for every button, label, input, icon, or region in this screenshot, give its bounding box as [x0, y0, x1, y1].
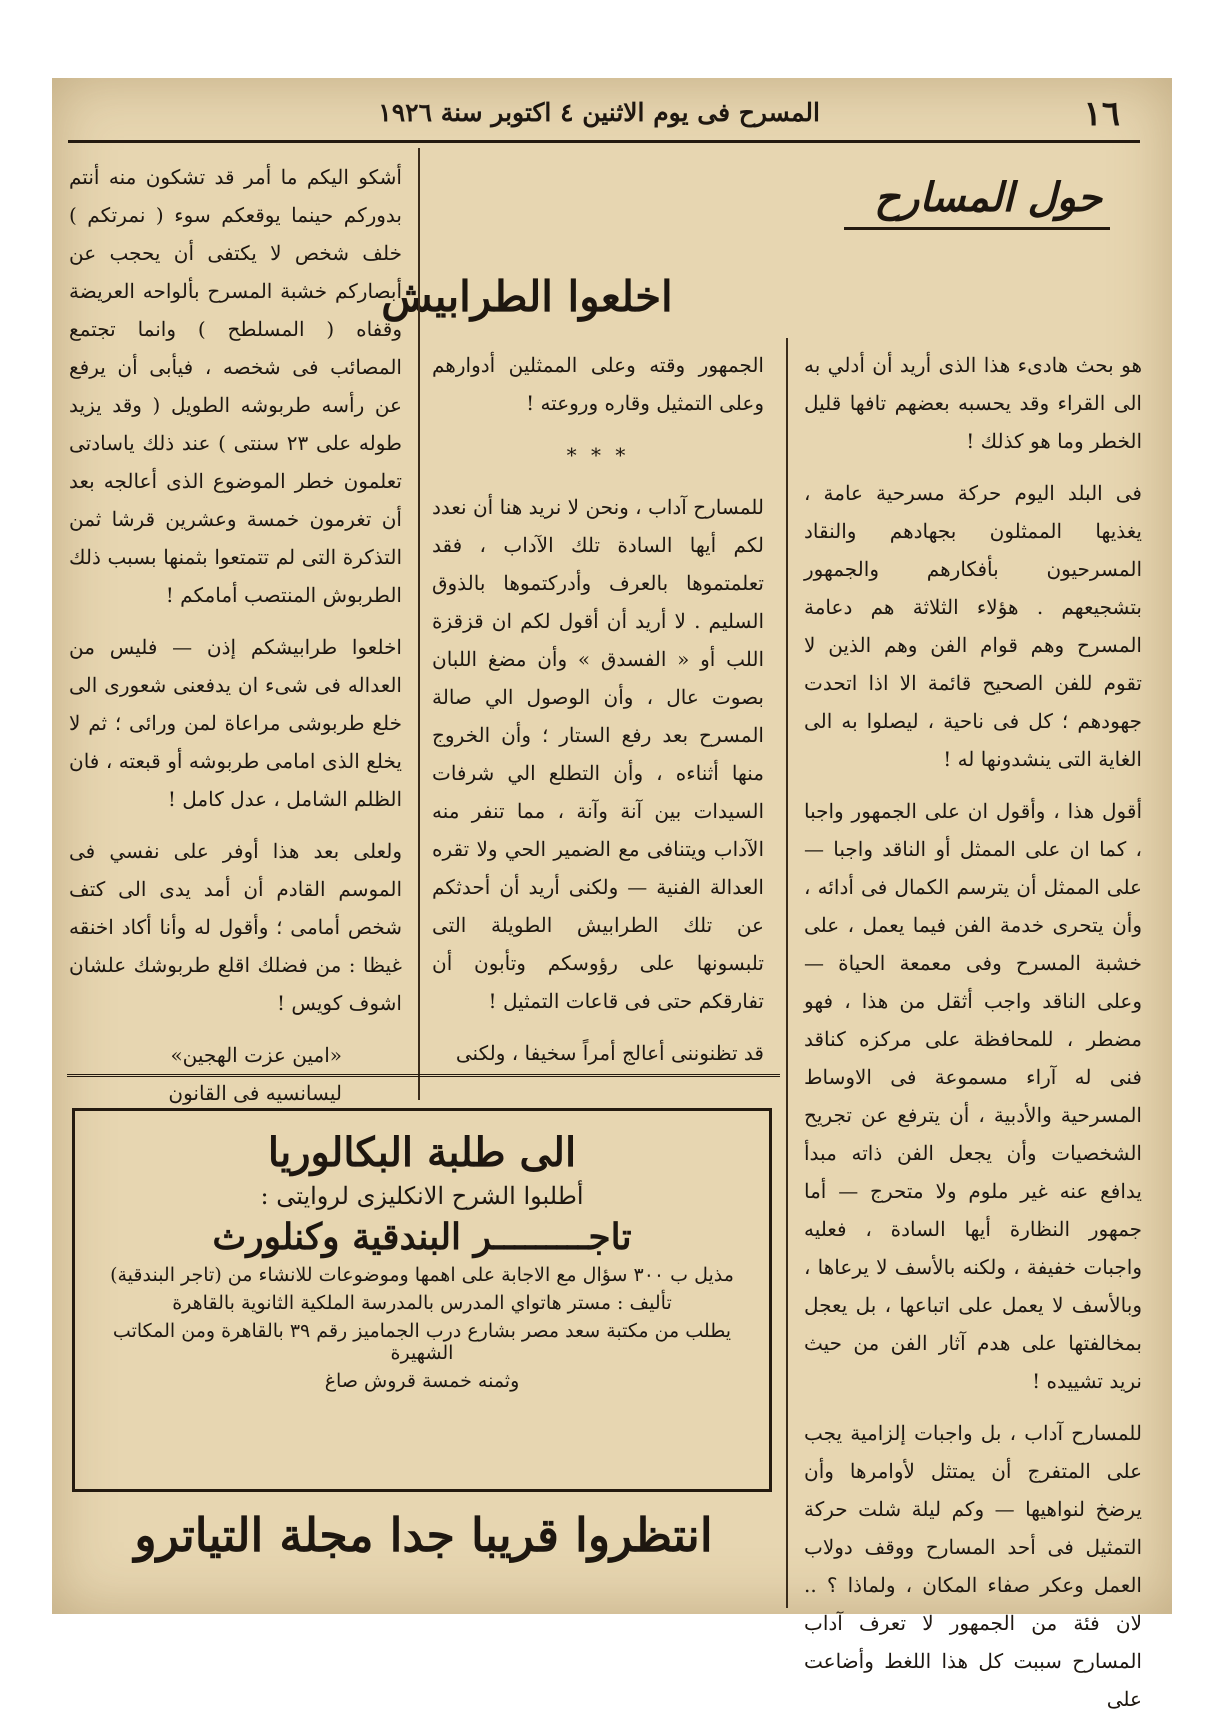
paragraph: للمسارح آداب ، بل واجبات إلزامية يجب على المتفرج أن يمتثل لأوامرها وأن يرضخ لنواهيها — وكم ليلة شلت حركة التمثيل فى أحد المسارح ووقف دولاب العمل وعكر صفاء المكان ، ولماذا ؟ .. لان فئة من الجمهور لا تعرف آداب المسارح سببت كل هذا اللغط وأضاعت على: [804, 1421, 1142, 1711]
header-rule: [68, 140, 1140, 143]
paragraph: فى البلد اليوم حركة مسرحية عامة ، يغذيها الممثلون بجهادهم والنقاد المسرحيون بأفكارهم والجمهور بتشجيعهم . هؤلاء الثلاثة هم دعامة المسرح وهم قوام الفن وهم الذين لا تقوم للفن الصحيح قائمة الا اذا اتحدت جهودهم ؛ كل فى ناحية ، ليصلوا به الى الغاية التى ينشدونها له !: [804, 481, 1142, 771]
bottom-banner: انتظروا قريبا جدا مجلة التياترو: [134, 1508, 713, 1562]
ad-price: وثمنه خمسة قروش صاغ: [324, 1370, 520, 1392]
ad-title: الى طلبة البكالوريا: [267, 1129, 577, 1176]
paragraph: للمسارح آداب ، ونحن لا نريد هنا أن نعدد لكم أيها السادة تلك الآداب ، فقد تعلمتموها بالعرف وأدركتموها بالذوق السليم . لا أريد أن أقول لكم ان قزقزة اللب أو « الفسدق » وأن مضغ اللبان بصوت عال ، وأن الوصول الي صالة المسرح بعد رفع الستار ؛ وأن الخروج منها أثناءه ، وأن التطلع الي شرفات السيدات بين آنة وآنة ، مما تنفر منه الآداب ويتنافى مع الضمير الحي ولا تقره العدالة الفنية — ولكنى أريد أن أحدثكم عن تلك الطرابيش الطويلة التى تلبسونها على رؤوسكم وتأبون أن تفارقكم حتى فى قاعات التمثيل !: [432, 495, 764, 1013]
paragraph: اخلعوا طرابيشكم إذن — فليس من العداله فى شىء ان يدفعنى شعورى الى خلع طربوشى مراعاة لمن ورائى ؛ ثم لا يخلع الذى امامى طربوشه أو قبعته ، فان الظلم الشامل ، عدل كامل !: [69, 635, 402, 811]
section-break-stars: * * *: [566, 443, 630, 467]
column-divider: [786, 338, 788, 1608]
paragraph: ولعلى بعد هذا أوفر على نفسي فى الموسم القادم أن أمد يدى الى كتف شخص أمامى ؛ وأقول له وأنا أكاد اخنقه غيظا : من فضلك اقلع طربوشك علشان اشوف كويس !: [69, 839, 402, 1015]
paragraph: أشكو اليكم ما أمر قد تشكون منه أنتم بدوركم حينما يوقعكم سوء ( نمرتكم ) خلف شخص لا يكتفى أن يحجب عن أبصاركم خشبة المسرح بألواحه العريضة وقفاه ( المسلطح ) وانما تجتمع المصائب فى شخصه ، فيأبى أن يرفع عن رأسه طربوشه الطويل ( وقد يزيد طوله على ٢٣ سنتى ) عند ذلك ياسادتى تعلمون خطر الموضوع الذى أعالجه بعد أن تغرمون خمسة وعشرين قرشا ثمن التذكرة التى لم تتمتعوا بثمنها بسبب ذلك الطربوش المنتصب أمامكم !: [69, 165, 402, 607]
author-name: «امين عزت الهجين»: [170, 1043, 342, 1067]
article-column-middle: [432, 346, 764, 1086]
ad-subtitle: أطلبوا الشرح الانكليزى لروايتى :: [260, 1182, 584, 1210]
running-title: المسرح فى يوم الاثنين ٤ اكتوبر سنة ١٩٢٦: [378, 98, 820, 127]
ad-order-line: يطلب من مكتبة سعد مصر بشارع درب الجماميز رقم ٣٩ بالقاهرة ومن المكاتب الشهيرة: [112, 1320, 732, 1364]
article-headline: اخلعوا الطرابيش: [381, 272, 673, 321]
paragraph: قد تظنوننى أعالج أمراً سخيفا ، ولكنى: [455, 1041, 764, 1065]
ad-author-line: تأليف : مستر هاتواي المدرس بالمدرسة الملكية الثانوية بالقاهرة: [172, 1292, 672, 1314]
paragraph: أقول هذا ، وأقول ان على الجمهور واجبا ، كما ان على الممثل أو الناقد واجبا — على الممثل أن يترسم الكمال فى أدائه ، وأن يتحرى خدمة الفن فيما يعمل ، على خشبة المسرح وفى معمعة الحياة — وعلى الناقد واجب أثقل من هذا ، فهو مضطر ، للمحافظة على مركزه كناقد فنى له آراء مسموعة فى الاوساط المسرحية والأدبية ، أن يترفع عن تجريح الشخصيات وأن يجعل الفن ذاته مبدأ يدافع عنه غير ملوم ولا متحرج — أما جمهور النظارة أيها السادة ، فعليه واجبات خفيفة ، ولكنه بالأسف لا يرعاها ، وبالأسف لا يعمل على اتباعها ، بل يعجل بمخالفتها على هدم آثار الفن من حيث نريد تشييده !: [804, 799, 1142, 1393]
ad-plays: تاجـــــــــر البندقية وكنلورث: [212, 1216, 632, 1258]
ad-line: مذيل ب ٣٠٠ سؤال مع الاجابة على اهمها وموضوعات للانشاء من (تاجر البندقية): [110, 1264, 734, 1286]
article-column-right: [804, 346, 1142, 1732]
paragraph: الجمهور وقته وعلى الممثلين أدوارهم وعلى التمثيل وقاره وروعته !: [432, 353, 764, 415]
ad-separator-rule: [67, 1074, 780, 1077]
author-title: ليسانسيه فى القانون: [168, 1081, 342, 1105]
article-column-left: [69, 158, 402, 1112]
advertisement-box: [72, 1108, 772, 1492]
column-divider: [418, 148, 420, 1100]
paragraph: هو بحث هادىء هذا الذى أريد أن أدلي به الى القراء وقد يحسبه بعضهم تافها قليل الخطر وما هو كذلك !: [804, 353, 1142, 453]
newspaper-page: [52, 78, 1172, 1711]
section-title: حول المسارح: [844, 174, 1110, 230]
page-number: ١٦: [1083, 94, 1120, 134]
